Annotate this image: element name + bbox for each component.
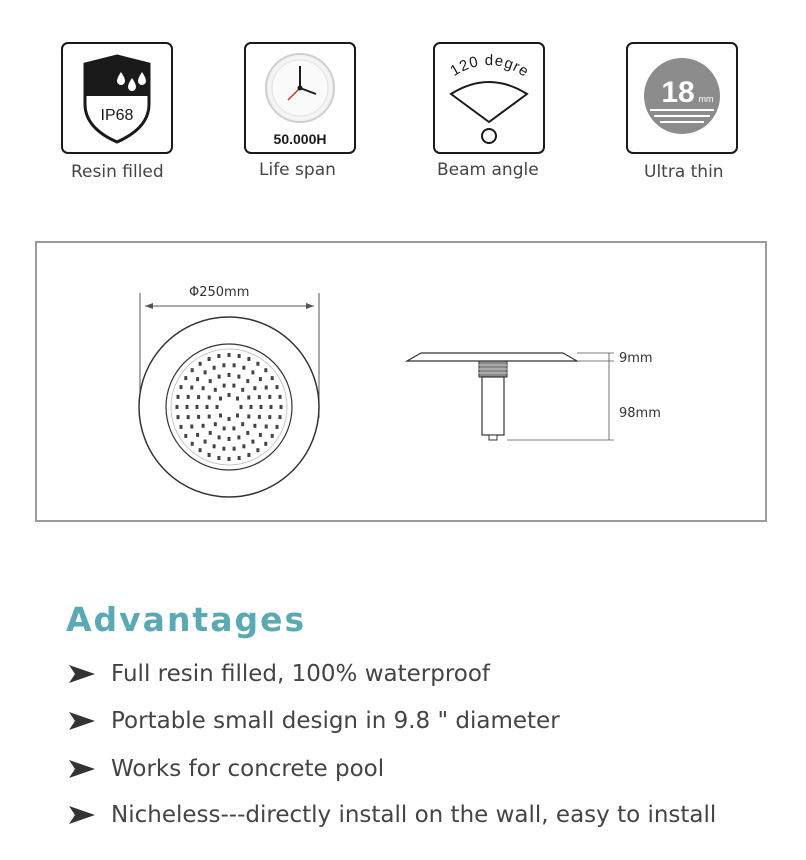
led-dot	[280, 405, 283, 409]
led-dot	[180, 385, 183, 389]
led-dot	[223, 426, 226, 430]
led-dot	[246, 431, 249, 435]
led-dot	[214, 422, 217, 426]
led-dot	[184, 434, 187, 438]
led-dot	[271, 434, 274, 438]
led-dot	[204, 370, 207, 374]
lifespan-badge: 50.000H	[273, 131, 327, 147]
led-dot	[265, 425, 268, 429]
advantage-text: Works for concrete pool	[111, 756, 385, 782]
led-dot	[217, 456, 220, 460]
led-dot	[276, 385, 279, 389]
led-dot	[241, 422, 244, 426]
led-dot	[219, 397, 222, 401]
led-dot	[240, 405, 243, 409]
led-dot	[247, 453, 250, 457]
led-dot	[268, 415, 271, 419]
led-dot	[187, 395, 190, 399]
led-dot	[190, 386, 193, 390]
led-dot	[253, 424, 256, 428]
led-dot	[177, 395, 180, 399]
led-dot	[216, 405, 219, 409]
led-dot	[268, 395, 271, 399]
thin-badge-unit: mm	[698, 94, 714, 104]
led-dot	[202, 386, 205, 390]
led-dot	[190, 425, 193, 429]
height-label: 98mm	[619, 406, 661, 421]
thin-icon-box	[626, 42, 738, 154]
dimension-diagram	[35, 241, 767, 522]
led-dot	[250, 405, 253, 409]
led-dot	[213, 444, 216, 448]
led-dot	[256, 362, 259, 366]
led-dot	[247, 415, 250, 419]
advantage-item	[67, 659, 490, 689]
arrow-bullet-icon	[67, 804, 97, 826]
beam-fan-icon	[435, 44, 543, 152]
beam-angle-label: 120 degre	[447, 51, 533, 81]
led-dot	[271, 376, 274, 380]
led-dot	[197, 395, 200, 399]
led-dot	[246, 379, 249, 383]
led-dot	[197, 415, 200, 419]
diameter-label: Φ250mm	[189, 285, 250, 300]
led-dot	[184, 376, 187, 380]
resin-icon-box	[61, 42, 173, 154]
led-dot	[232, 384, 235, 388]
arrow-bullet-icon	[67, 663, 97, 685]
arrow-bullet-icon	[67, 710, 97, 732]
led-dot	[253, 386, 256, 390]
led-dot	[228, 417, 231, 421]
led-dot	[251, 370, 254, 374]
advantage-item	[67, 800, 716, 830]
thickness-label: 9mm	[619, 351, 653, 366]
led-dot	[228, 393, 231, 397]
led-dot	[208, 357, 211, 361]
led-dot	[218, 375, 221, 379]
led-dot	[279, 395, 282, 399]
led-dot	[258, 395, 261, 399]
led-dot	[237, 375, 240, 379]
led-dot	[180, 425, 183, 429]
led-dot	[186, 405, 189, 409]
led-dot	[208, 453, 211, 457]
advantage-item	[67, 754, 384, 784]
led-dot	[236, 397, 239, 401]
led-dot	[238, 354, 241, 358]
led-dot	[208, 415, 211, 419]
led-dot	[209, 379, 212, 383]
led-dot	[247, 396, 250, 400]
beam-icon-box	[433, 42, 545, 154]
led-dot	[209, 431, 212, 435]
led-dot	[233, 447, 236, 451]
advantage-text: Full resin filled, 100% waterproof	[111, 661, 491, 687]
led-dot	[228, 457, 231, 461]
led-dot	[187, 415, 190, 419]
led-dot	[241, 388, 244, 392]
led-dot	[259, 377, 262, 381]
advantage-text: Nicheless---directly install on the wall, easy to install	[111, 802, 717, 828]
lifespan-icon-box	[244, 42, 356, 154]
thickness-badge-icon	[628, 44, 736, 152]
led-dot	[264, 442, 267, 446]
led-dot	[242, 444, 245, 448]
led-dot	[219, 414, 222, 418]
led-dot	[238, 456, 241, 460]
led-dot	[276, 425, 279, 429]
led-dot	[222, 363, 225, 367]
led-dot	[208, 396, 211, 400]
advantage-text: Portable small design in 9.8 " diameter	[111, 708, 560, 734]
led-dot	[264, 368, 267, 372]
caption-life-span: Life span	[259, 160, 336, 180]
led-dot	[213, 366, 216, 370]
led-dot	[237, 435, 240, 439]
led-dot	[204, 440, 207, 444]
led-dot	[236, 414, 239, 418]
led-dot	[176, 405, 179, 409]
led-dot	[279, 415, 282, 419]
thin-badge-number: 18	[661, 76, 695, 109]
led-dot	[270, 405, 273, 409]
led-dot	[265, 386, 268, 390]
led-dot	[206, 405, 209, 409]
led-dot	[191, 368, 194, 372]
led-dot	[202, 424, 205, 428]
dimension-drawing	[37, 243, 765, 520]
led-dot	[214, 388, 217, 392]
led-dot	[247, 357, 250, 361]
led-dot	[199, 362, 202, 366]
led-dot	[251, 440, 254, 444]
led-dot	[196, 433, 199, 437]
shield-water-icon	[63, 44, 171, 152]
led-dot	[258, 415, 261, 419]
arrow-bullet-icon	[67, 758, 97, 780]
caption-resin-filled: Resin filled	[71, 162, 164, 182]
led-dot	[196, 377, 199, 381]
advantages-title: Advantages	[66, 600, 307, 639]
led-dot	[242, 366, 245, 370]
led-dot	[196, 405, 199, 409]
advantage-item	[67, 706, 560, 736]
led-dot	[191, 442, 194, 446]
led-dot	[222, 447, 225, 451]
svg-text:120 degree	[435, 44, 532, 81]
ip68-badge: IP68	[100, 107, 134, 124]
led-dot	[228, 353, 231, 357]
led-dot	[256, 448, 259, 452]
led-dot	[233, 363, 236, 367]
led-dot	[228, 437, 231, 441]
led-dot	[223, 384, 226, 388]
led-dot	[259, 433, 262, 437]
led-dot	[218, 435, 221, 439]
caption-ultra-thin: Ultra thin	[644, 162, 724, 182]
clock-icon	[246, 44, 354, 152]
led-dot	[177, 415, 180, 419]
caption-beam-angle: Beam angle	[437, 160, 539, 180]
led-dot	[232, 426, 235, 430]
led-dot	[199, 448, 202, 452]
led-dot	[217, 354, 220, 358]
led-dot	[228, 373, 231, 377]
led-dot	[260, 405, 263, 409]
